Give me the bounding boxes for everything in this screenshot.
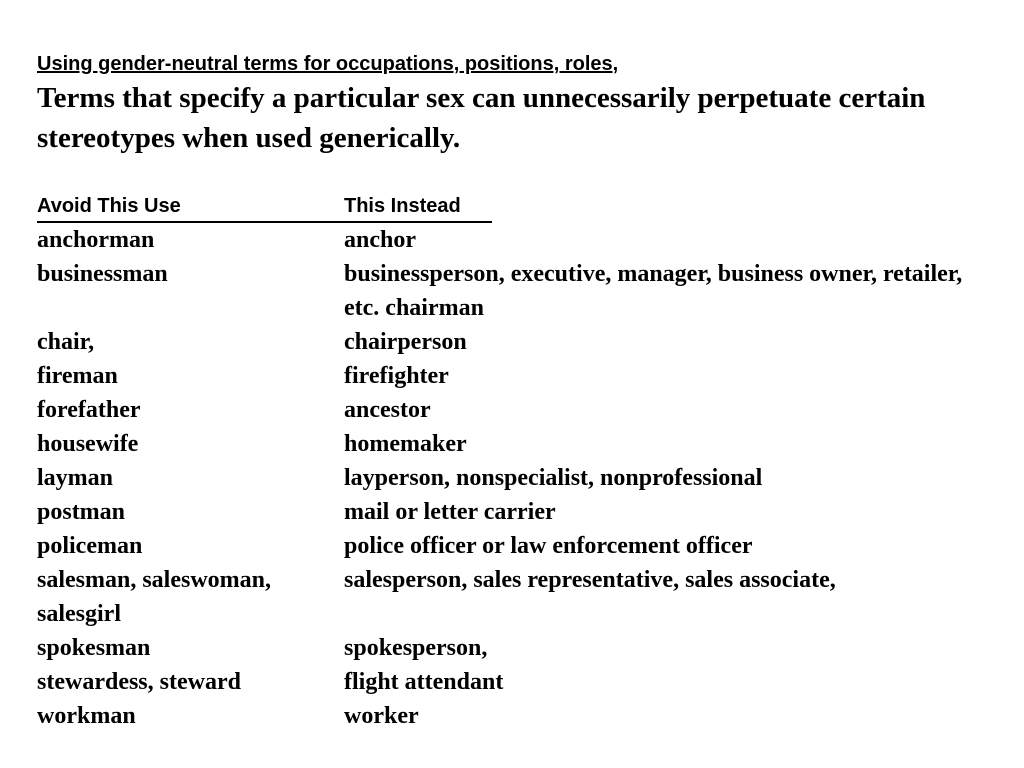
table-row <box>37 529 997 563</box>
avoid-term: stewardess, steward <box>37 669 241 695</box>
avoid-term: businessman <box>37 261 168 287</box>
terms-table <box>37 191 997 733</box>
table-row <box>37 427 997 461</box>
instead-term: police officer or law enforcement officer <box>344 533 753 559</box>
avoid-term: workman <box>37 703 136 729</box>
header-avoid: Avoid This Use <box>37 195 181 217</box>
slide-intro: Terms that specify a particular sex can unnecessarily perpetuate certain stereotypes when used generically. <box>37 82 926 154</box>
avoid-term: layman <box>37 465 114 491</box>
table-row <box>37 223 997 257</box>
instead-term: ancestor <box>344 397 431 423</box>
table-row <box>37 631 997 665</box>
avoid-term: postman <box>37 499 126 525</box>
avoid-term: housewife <box>37 431 139 457</box>
instead-term: mail or letter carrier <box>344 499 556 525</box>
instead-term: spokesperson, <box>344 635 488 661</box>
instead-term: chairperson <box>344 329 467 355</box>
avoid-term: forefather <box>37 397 141 423</box>
avoid-term: salesman, saleswoman, salesgirl <box>37 567 272 627</box>
avoid-term: fireman <box>37 363 118 389</box>
instead-term: salesperson, sales representative, sales associate, <box>344 567 836 593</box>
header-instead: This Instead <box>344 195 461 217</box>
instead-term: firefighter <box>344 363 449 389</box>
table-header <box>37 191 492 223</box>
avoid-term: policeman <box>37 533 143 559</box>
avoid-term: spokesman <box>37 635 151 661</box>
table-row <box>37 495 997 529</box>
table-rows <box>37 223 997 733</box>
table-row <box>37 325 997 359</box>
instead-term: layperson, nonspecialist, nonprofessional <box>344 465 763 491</box>
table-row <box>37 461 997 495</box>
table-row <box>37 257 997 325</box>
instead-term: anchor <box>344 227 416 253</box>
slide <box>37 50 997 733</box>
instead-term: homemaker <box>344 431 467 457</box>
table-row <box>37 563 997 631</box>
table-row <box>37 665 997 699</box>
table-row <box>37 359 997 393</box>
instead-term: worker <box>344 703 419 729</box>
instead-term: businessperson, executive, manager, business owner, retailer, etc. chairman <box>344 261 963 321</box>
table-row <box>37 393 997 427</box>
instead-term: flight attendant <box>344 669 504 695</box>
table-row <box>37 699 997 733</box>
avoid-term: anchorman <box>37 227 155 253</box>
avoid-term: chair, <box>37 329 95 355</box>
slide-heading: Using gender-neutral terms for occupations, positions, roles, <box>37 53 619 75</box>
